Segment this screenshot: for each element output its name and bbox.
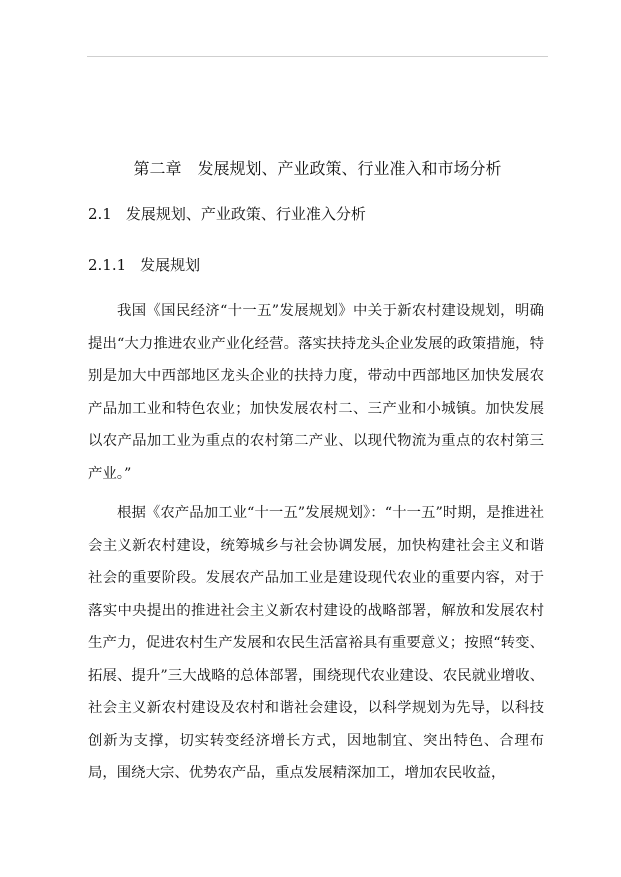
subsection-heading [88,252,200,278]
subsection-number: 2.1.1 [88,256,127,274]
subsection-title: 发展规划 [140,256,201,274]
chapter-title: 第二章 发展规划、产业政策、行业准入和市场分析 [133,159,502,178]
section-number: 2.1 [88,205,112,223]
header-rule [87,56,548,57]
body-paragraph-1: 我国《国民经济“十一五”发展规划》中关于新农村建设规划，明确提出“大力推进农业产业化经营。落实扶持龙头企业发展的政策措施，特别是加大中西部地区龙头企业的扶持力度，带动中西部地区加快发展农产品加工业和特色农业；加快发展农村二、三产业和小城镇。加快发展以农产品加工业为重点的农村第二产业、以现代物流为重点的农村第三产业。” [88,303,544,482]
section-heading [88,201,366,227]
body-paragraph-2: 根据《农产品加工业“十一五”发展规划》：“十一五”时期，是推进社会主义新农村建设，统筹城乡与社会协调发展，加快构建社会主义和谐社会的重要阶段。发展农产品加工业是建设现代农业的重要内容，对于落实中央提出的推进社会主义新农村建设的战略部署，解放和发展农村生产力，促进农村生产发展和农民生活富裕具有重要意义；按照“转变、拓展、提升”三大战略的总体部署，围绕现代农业建设、农民就业增收、社会主义新农村建设及农村和谐社会建设，以科学规划为先导，以科技创新为支撑，切实转变经济增长方式，因地制宜、突出特色、合理布局，围绕大宗、优势农产品，重点发展精深加工，增加农民收益， [88,505,544,781]
section-title: 发展规划、产业政策、行业准入分析 [125,205,366,223]
